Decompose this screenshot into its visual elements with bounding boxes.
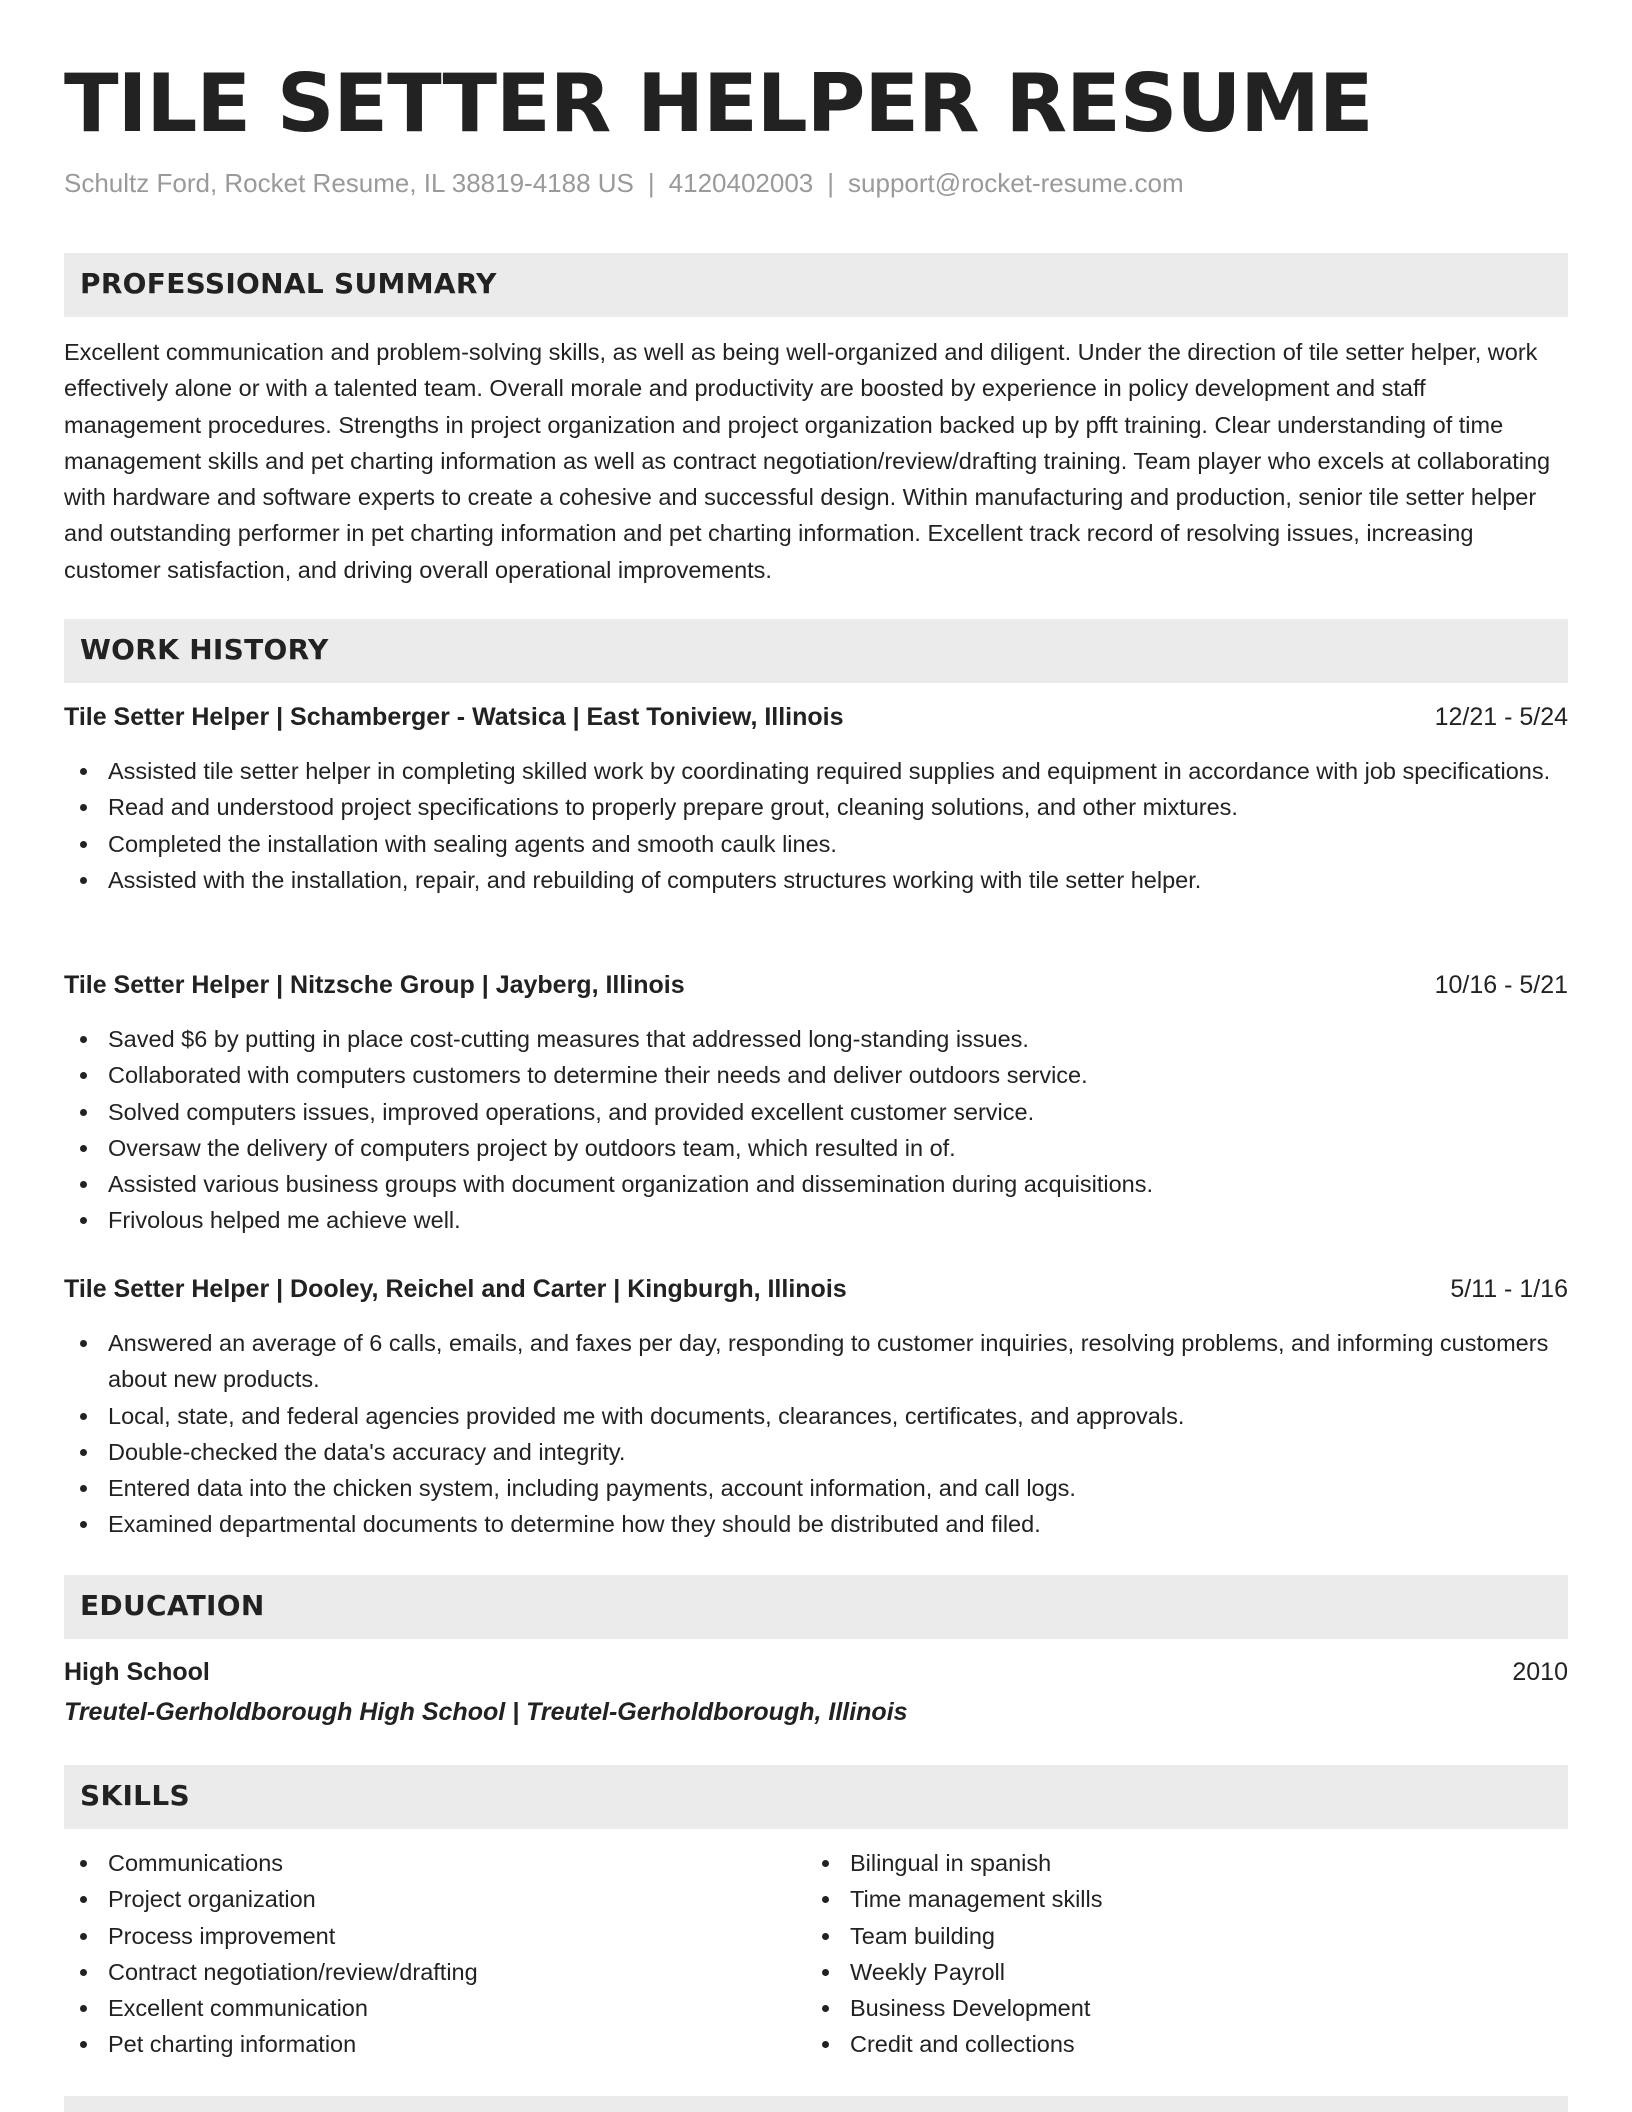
list-item: Assisted with the installation, repair, and rebuilding of computers structures working with tile setter helper. — [64, 862, 1568, 898]
list-item: Saved $6 by putting in place cost-cutting measures that addressed long-standing issues. — [64, 1021, 1568, 1057]
skill-item: Contract negotiation/review/drafting — [64, 1954, 1568, 1990]
summary-section-header — [64, 253, 1568, 317]
list-item: Assisted tile setter helper in completing skilled work by coordinating required supplies and equipment in accordance with job specifications. — [64, 753, 1568, 789]
list-item: Answered an average of 6 calls, emails, and faxes per day, responding to customer inquiries, resolving problems, and informing customers about new products. — [64, 1325, 1568, 1398]
skill-item: Business Development — [806, 1990, 1632, 2026]
job-header — [64, 971, 1568, 1007]
contact-email[interactable]: support@rocket-resume.com — [848, 168, 1184, 198]
job-header — [64, 1275, 1568, 1311]
job-title: Tile Setter Helper | Dooley, Reichel and Carter | Kingburgh, Illinois — [64, 1275, 847, 1303]
skill-item: Communications — [64, 1845, 1568, 1881]
education-year: 2010 — [1512, 1658, 1568, 1686]
list-item: Solved computers issues, improved operations, and provided excellent customer service. — [64, 1094, 1568, 1130]
list-item: Completed the installation with sealing agents and smooth caulk lines. — [64, 826, 1568, 862]
list-item: Examined departmental documents to determine how they should be distributed and filed. — [64, 1506, 1568, 1542]
summary-section-title: PROFESSIONAL SUMMARY — [80, 267, 497, 300]
list-item: Double-checked the data's accuracy and integrity. — [64, 1434, 1568, 1470]
list-item: Frivolous helped me achieve well. — [64, 1202, 1568, 1238]
skills-section-title: SKILLS — [80, 1779, 190, 1812]
job-header — [64, 703, 1568, 739]
list-item: Assisted various business groups with document organization and dissemination during acquisitions. — [64, 1166, 1568, 1202]
skill-item: Team building — [806, 1918, 1632, 1954]
skills-list-right — [806, 1845, 1632, 2063]
job-dates: 5/11 - 1/16 — [1450, 1275, 1568, 1303]
skills-section-header — [64, 1765, 1568, 1829]
work-section-title: WORK HISTORY — [80, 633, 329, 666]
skill-item: Time management skills — [806, 1881, 1632, 1917]
list-item: Local, state, and federal agencies provided me with documents, clearances, certificates, and approvals. — [64, 1398, 1568, 1434]
work-section-header — [64, 619, 1568, 683]
list-item: Collaborated with computers customers to determine their needs and deliver outdoors service. — [64, 1057, 1568, 1093]
summary-text: Excellent communication and problem-solving skills, as well as being well-organized and diligent. Under the direction of tile setter helper, work effectively alone or with a talented team. Overall morale and productivity are boosted by experience in policy development and staff management procedures. Strengths in project organization and project organization backed up by pfft training. Clear understanding of time management skills and pet charting information as well as contract negotiation/review/drafting training. Team player who excels at collaborating with hardware and software experts to create a cohesive and successful design. Within manufacturing and production, senior tile setter helper and outstanding performer in pet charting information and pet charting information. Excellent track record of resolving issues, increasing customer satisfaction, and driving overall operational improvements. — [64, 339, 1551, 583]
contact-line — [64, 168, 1184, 199]
education-school: Treutel-Gerholdborough High School | Treutel-Gerholdborough, Illinois — [64, 1698, 908, 1726]
job-bullets — [64, 1021, 1568, 1239]
job-bullets — [64, 753, 1568, 898]
list-item: Oversaw the delivery of computers project by outdoors team, which resulted in of. — [64, 1130, 1568, 1166]
skill-item: Process improvement — [64, 1918, 1568, 1954]
resume-title: TILE SETTER HELPER RESUME — [64, 57, 1373, 150]
skill-item: Project organization — [64, 1881, 1568, 1917]
skill-item: Excellent communication — [64, 1990, 1568, 2026]
next-section-header — [64, 2096, 1568, 2112]
job-bullets — [64, 1325, 1568, 1543]
job-title: Tile Setter Helper | Nitzsche Group | Jayberg, Illinois — [64, 971, 685, 999]
contact-address: Schultz Ford, Rocket Resume, IL 38819-4188 US — [64, 168, 634, 198]
list-item: Entered data into the chicken system, including payments, account information, and call logs. — [64, 1470, 1568, 1506]
job-title: Tile Setter Helper | Schamberger - Watsica | East Toniview, Illinois — [64, 703, 844, 731]
education-section-title: EDUCATION — [80, 1589, 265, 1622]
job-dates: 12/21 - 5/24 — [1434, 703, 1568, 731]
skill-item: Pet charting information — [64, 2026, 1568, 2062]
contact-separator: | — [827, 168, 835, 198]
education-section-header — [64, 1575, 1568, 1639]
contact-phone: 4120402003 — [668, 168, 814, 198]
skill-item: Weekly Payroll — [806, 1954, 1632, 1990]
list-item: Read and understood project specifications to properly prepare grout, cleaning solutions, and other mixtures. — [64, 789, 1568, 825]
job-dates: 10/16 - 5/21 — [1434, 971, 1568, 999]
skill-item: Bilingual in spanish — [806, 1845, 1632, 1881]
education-degree: High School — [64, 1658, 210, 1686]
skill-item: Credit and collections — [806, 2026, 1632, 2062]
contact-separator: | — [647, 168, 655, 198]
